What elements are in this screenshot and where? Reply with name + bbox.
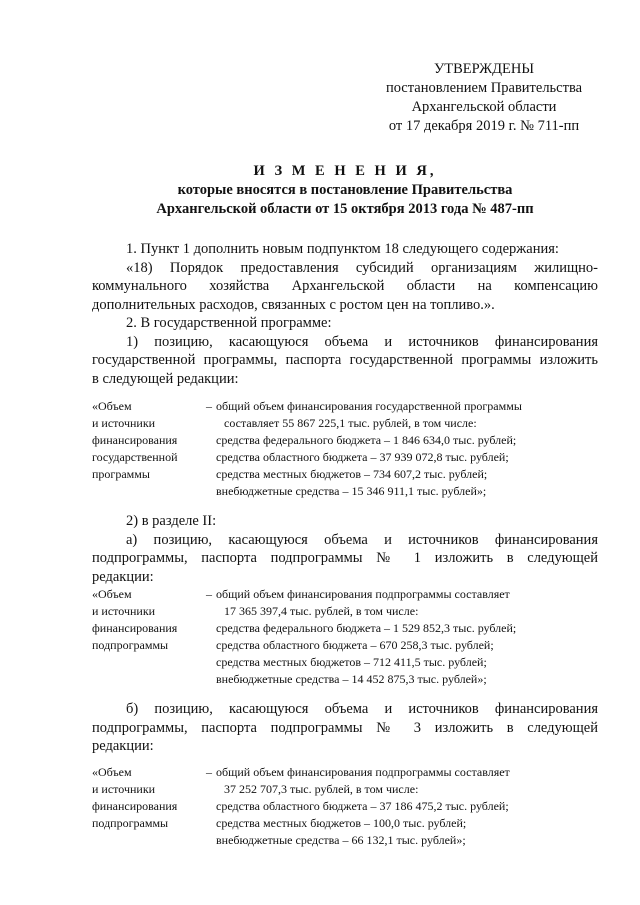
key-line: «Объем [92, 399, 132, 413]
subitem-line: б) позицию, касающуюся объема и источников финансирования [126, 701, 598, 717]
value-line: средства федерального бюджета – 1 529 852,3 тыс. рублей; [216, 621, 517, 635]
value-line: средства областного бюджета – 670 258,3 тыс. рублей; [216, 638, 494, 652]
dash: – [206, 765, 212, 779]
key-line: программы [92, 467, 150, 481]
key-line: финансирования [92, 799, 178, 813]
key-line: подпрограммы [92, 638, 169, 652]
value-line: составляет 55 867 225,1 тыс. рублей, в том числе: [224, 416, 477, 430]
value-line: общий объем финансирования подпрограммы составляет [216, 587, 510, 601]
title-line: Архангельской области от 15 октября 2013 года № 487-пп [156, 201, 534, 217]
value-line: 17 365 397,4 тыс. рублей, в том числе: [224, 604, 419, 618]
subitem-line: а) позицию, касающуюся объема и источников финансирования [126, 531, 598, 548]
subitem-line: редакции: [92, 738, 154, 754]
value-line: средства областного бюджета – 37 939 072,8 тыс. рублей; [216, 450, 509, 464]
document-title [90, 162, 600, 219]
item-1: 1. Пункт 1 дополнить новым подпунктом 18 следующего содержания: [126, 241, 559, 257]
subitem-line: в следующей редакции: [92, 370, 239, 387]
key-line: «Объем [92, 587, 132, 601]
value-line: средства федерального бюджета – 1 846 634,0 тыс. рублей; [216, 433, 517, 447]
value-line: общий объем финансирования подпрограммы составляет [216, 765, 510, 779]
block-key [92, 764, 202, 832]
value-line: общий объем финансирования государственной программы [216, 399, 522, 413]
paragraph-group-2 [92, 512, 598, 586]
item-2: 2. В государственной программе: [126, 315, 332, 331]
key-line: «Объем [92, 765, 132, 779]
subitem-line: государственной программы, паспорта государственной программы изложить [92, 352, 598, 368]
financing-block-2 [92, 586, 602, 686]
value-line: средства местных бюджетов – 100,0 тыс. рублей; [216, 816, 467, 830]
value-line: внебюджетные средства – 15 346 911,1 тыс. рублей»; [216, 484, 487, 498]
section-2: 2) в разделе II: [126, 513, 217, 529]
approval-line: от 17 декабря 2019 г. № 711-пп [388, 118, 580, 134]
key-line: и источники [92, 416, 156, 430]
financing-block-1 [92, 398, 602, 498]
dash: – [206, 587, 212, 601]
financing-block-3 [92, 764, 602, 854]
quote-line: коммунального хозяйства Архангельской области на компенсацию [92, 278, 598, 294]
quote-line: «18) Порядок предоставления субсидий организациям жилищно- [126, 259, 598, 276]
approval-block [360, 60, 608, 136]
key-line: финансирования [92, 621, 178, 635]
value-line: 37 252 707,3 тыс. рублей, в том числе: [224, 782, 419, 796]
value-line: средства местных бюджетов – 712 411,5 тыс. рублей; [216, 655, 487, 669]
key-line: подпрограммы [92, 816, 169, 830]
block-key [92, 398, 202, 483]
approval-line: постановлением Правительства [385, 80, 583, 96]
key-line: финансирования [92, 433, 178, 447]
key-line: и источники [92, 604, 156, 618]
approval-line: Архангельской области [411, 99, 557, 115]
subitem-line: подпрограммы, паспорта подпрограммы № 3 изложить в следующей [92, 719, 598, 736]
value-line: средства местных бюджетов – 734 607,2 тыс. рублей; [216, 467, 488, 481]
paragraph-group-1 [92, 240, 598, 388]
value-line: внебюджетные средства – 66 132,1 тыс. рублей»; [216, 833, 466, 847]
block-values [216, 398, 606, 500]
title-heading: И З М Е Н Е Н И Я, [253, 163, 437, 179]
block-values [216, 764, 606, 849]
subitem-line: редакции: [92, 568, 154, 585]
subitem-line: 1) позицию, касающуюся объема и источников финансирования [126, 333, 598, 350]
approval-line: УТВЕРЖДЕНЫ [433, 61, 535, 77]
title-line: которые вносятся в постановление Правительства [177, 182, 513, 198]
value-line: внебюджетные средства – 14 452 875,3 тыс. рублей»; [216, 672, 487, 686]
value-line: средства областного бюджета – 37 186 475,2 тыс. рублей; [216, 799, 509, 813]
subitem-line: подпрограммы, паспорта подпрограммы № 1 изложить в следующей [92, 550, 598, 566]
dash: – [206, 399, 212, 413]
quote-line: дополнительных расходов, связанных с ростом цен на топливо.». [92, 296, 495, 313]
paragraph-group-3 [92, 700, 598, 756]
key-line: государственной [92, 450, 178, 464]
key-line: и источники [92, 782, 156, 796]
block-key [92, 586, 202, 654]
block-values [216, 586, 606, 688]
